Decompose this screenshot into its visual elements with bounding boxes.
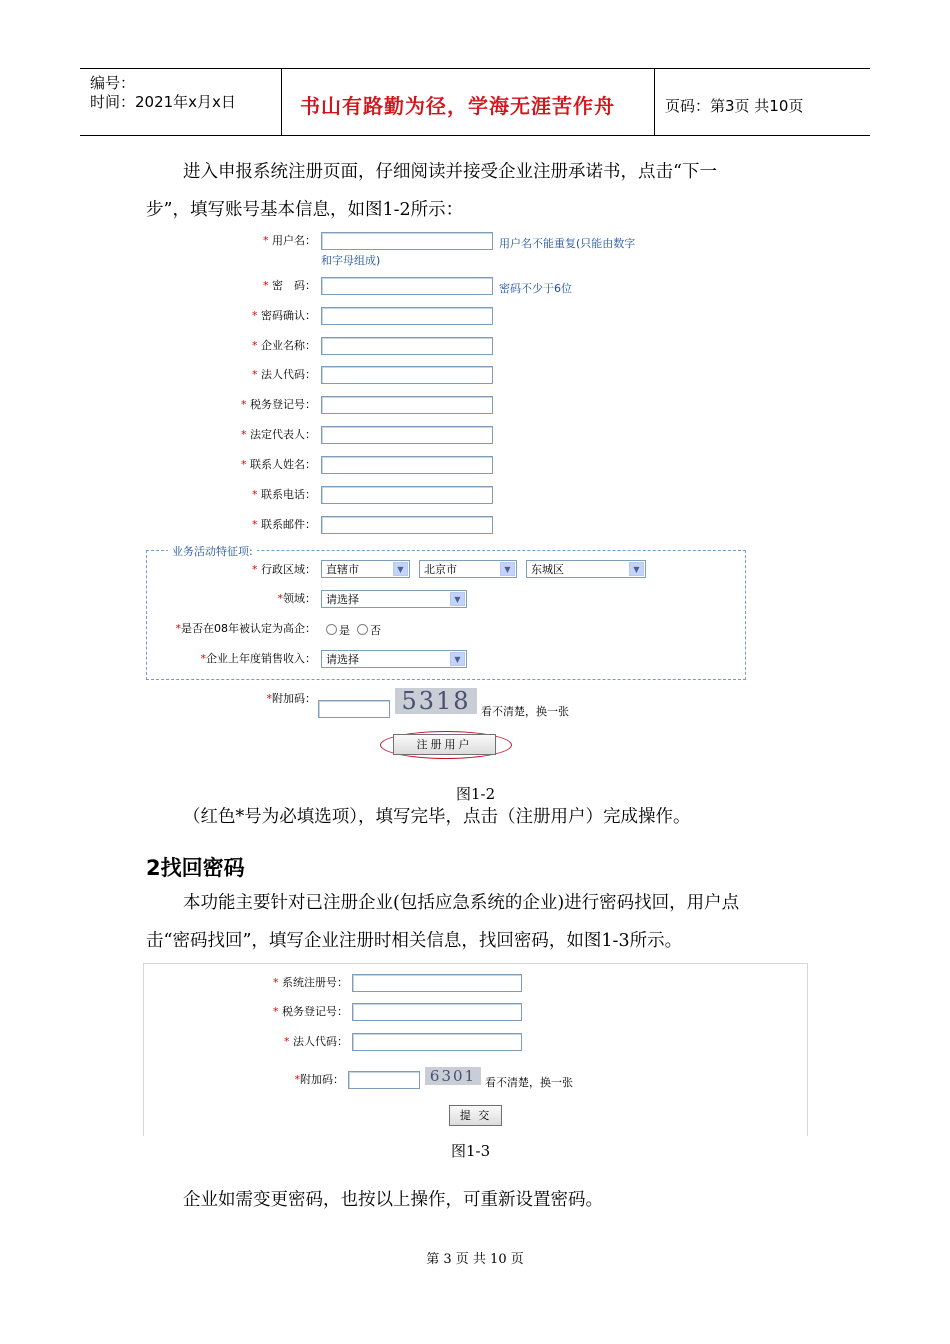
contact-name-input[interactable] — [321, 456, 493, 474]
header-number: 编号： — [90, 74, 136, 92]
page-footer: 第 3 页 共 10 页 — [426, 1252, 524, 1267]
chevron-down-icon: ▼ — [393, 562, 408, 576]
header-bottom-rule — [80, 135, 870, 136]
captcha-input[interactable] — [318, 700, 390, 718]
chevron-down-icon: ▼ — [500, 562, 515, 576]
domain-label: *领域： — [277, 592, 316, 605]
section-2-line-1: 本功能主要针对已注册企业(包括应急系统的企业)进行密码找回，用户点 — [183, 893, 740, 913]
captcha-refresh-link[interactable]: 看不清楚，换一张 — [481, 705, 569, 718]
section-2-title: 2找回密码 — [146, 856, 245, 880]
chevron-down-icon: ▼ — [450, 652, 465, 666]
region-province-select[interactable]: 直辖市 ▼ — [321, 560, 410, 578]
hightech-radio-group — [326, 622, 381, 638]
radio-yes-label: 是 — [339, 624, 350, 637]
captcha-label: *附加码： — [266, 692, 316, 705]
system-reg-input[interactable] — [352, 974, 522, 992]
sales-select[interactable]: 请选择 ▼ — [321, 650, 467, 668]
username-label: * 用户名： — [263, 234, 316, 247]
region-district-select[interactable]: 东城区 ▼ — [526, 560, 646, 578]
password-hint: 密码不少于6位 — [499, 282, 572, 295]
figure-caption-1-3: 图1-3 — [451, 1142, 491, 1160]
password-label: * 密 码： — [263, 279, 316, 292]
sales-label: *企业上年度销售收入： — [200, 652, 316, 665]
chevron-down-icon: ▼ — [629, 562, 644, 576]
radio-no-label: 否 — [370, 624, 381, 637]
recover-legal-code-label: * 法人代码： — [284, 1035, 348, 1048]
intro-line-2: 步”，填写账号基本信息，如图1-2所示： — [146, 200, 464, 220]
tax-number-label: * 税务登记号： — [241, 398, 316, 411]
captcha-image: 5318 — [395, 688, 477, 714]
recover-captcha-image: 6301 — [425, 1067, 481, 1085]
username-input[interactable] — [321, 232, 493, 250]
recover-captcha-label: *附加码： — [294, 1073, 344, 1086]
required-note: （红色*号为必填选项），填写完毕，点击（注册用户）完成操作。 — [183, 807, 691, 827]
header-motto: 书山有路勤为径，学海无涯苦作舟 — [300, 94, 615, 118]
company-name-label: * 企业名称： — [252, 339, 316, 352]
legal-rep-input[interactable] — [321, 426, 493, 444]
legal-code-input[interactable] — [321, 366, 493, 384]
password-confirm-label: * 密码确认： — [252, 309, 316, 322]
password-confirm-input[interactable] — [321, 307, 493, 325]
intro-line-1: 进入申报系统注册页面，仔细阅读并接受企业注册承诺书，点击“下一 — [183, 162, 717, 182]
register-button[interactable]: 注册用户 — [393, 734, 496, 755]
header-divider — [654, 68, 655, 136]
header-top-rule — [80, 68, 870, 69]
radio-no[interactable] — [357, 624, 368, 635]
region-city-select[interactable]: 北京市 ▼ — [419, 560, 517, 578]
radio-yes[interactable] — [326, 624, 337, 635]
contact-email-label: * 联系邮件： — [252, 518, 316, 531]
company-name-input[interactable] — [321, 337, 493, 355]
legal-rep-label: * 法定代表人： — [241, 428, 316, 441]
figure-caption-1-2: 图1-2 — [456, 785, 496, 803]
hightech-label: *是否在08年被认定为高企： — [175, 622, 316, 635]
contact-phone-input[interactable] — [321, 486, 493, 504]
recover-legal-code-input[interactable] — [352, 1033, 522, 1051]
header-time: 时间：2021年x月x日 — [90, 93, 236, 111]
tax-number-input[interactable] — [321, 396, 493, 414]
business-features-legend: 业务活动特征项: — [168, 543, 257, 559]
region-label: * 行政区域： — [252, 563, 316, 576]
recover-tax-label: * 税务登记号： — [273, 1005, 348, 1018]
system-reg-label: * 系统注册号： — [273, 976, 348, 989]
closing-paragraph: 企业如需变更密码，也按以上操作，可重新设置密码。 — [183, 1190, 603, 1210]
contact-email-input[interactable] — [321, 516, 493, 534]
domain-select[interactable]: 请选择 ▼ — [321, 590, 467, 608]
submit-button[interactable]: 提 交 — [449, 1105, 502, 1126]
recover-tax-input[interactable] — [352, 1003, 522, 1021]
required-mark: * — [263, 234, 269, 247]
legal-code-label: * 法人代码： — [252, 368, 316, 381]
chevron-down-icon: ▼ — [450, 592, 465, 606]
header-page-number: 页码：第3页 共10页 — [665, 97, 804, 115]
contact-name-label: * 联系人姓名： — [241, 458, 316, 471]
header-divider — [281, 68, 282, 136]
recover-captcha-refresh-link[interactable]: 看不清楚，换一张 — [485, 1076, 573, 1089]
recover-captcha-input[interactable] — [348, 1071, 420, 1089]
username-hint: 用户名不能重复(只能由数字 — [499, 237, 636, 250]
username-hint-line2: 和字母组成) — [321, 254, 381, 267]
password-input[interactable] — [321, 277, 493, 295]
section-2-line-2: 击“密码找回”，填写企业注册时相关信息，找回密码，如图1-3所示。 — [146, 931, 683, 951]
contact-phone-label: * 联系电话： — [252, 488, 316, 501]
